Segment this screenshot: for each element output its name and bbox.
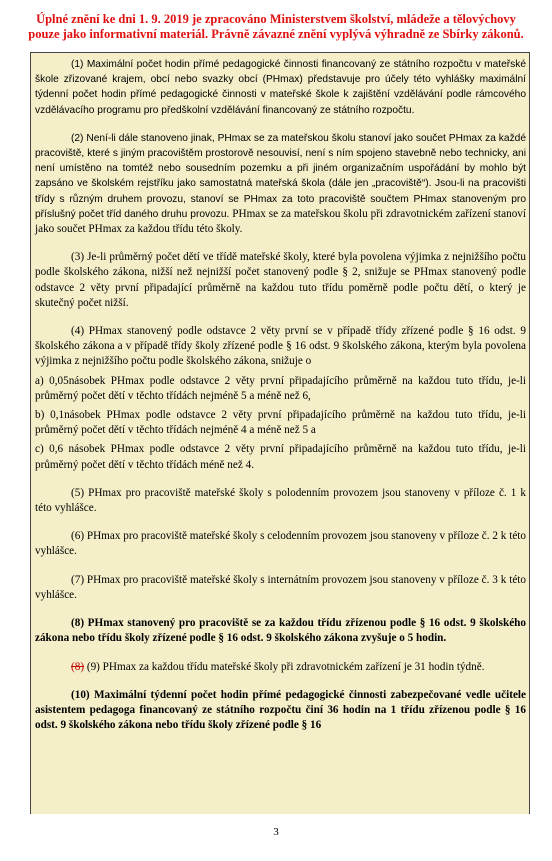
paragraph-4-item-a: a) 0,05násobek PHmax podle odstavce 2 věty první připadajícího průměrně na každou tuto třídu, je-li průměrný počet dětí v těchto třídách nejméně 5 a méně než 6, (35, 374, 526, 402)
paragraph-10: (10) Maximální týdenní počet hodin přímé pedagogické činnosti zabezpečované vedle učitele asistentem pedagoga financovaný ze státního rozpočtu činí 36 hodin na 1 třídu zřízenou podle § 16 odst. 9 školského zákona nebo třídu školy zřízené podle § 16 (35, 688, 526, 732)
legal-notice: Úplné znění ke dni 1. 9. 2019 je zpracováno Ministerstvem školství, mládeže a tělovýchovy pouze jako informativní materiál. Právně závazné znění vyplývá výhradně ze Sbírky zákonů. (28, 12, 524, 41)
paragraph-8: (8) PHmax stanovený pro pracoviště se za každou třídu zřízenou podle § 16 odst. 9 školského zákona nebo třídu školy zřízené podle § 16 odst. 9 školského zákona zvyšuje o 5 hodin. (35, 617, 526, 645)
paragraph-3: (3) Je-li průměrný počet dětí ve třídě mateřské školy, které byla povolena výjimka z nejnižšího počtu podle školského zákona, nižší než nejnižší počet stanovený podle § 2, snižuje se PHmax stanovený podle odstavce 2 věty první připadající průměrně na každou tuto třídu poměrně podle počtu dětí, o který je skutečný počet nižší. (35, 251, 526, 309)
paragraph-4: (4) PHmax stanovený podle odstavce 2 věty první se v případě třídy zřízené podle § 16 odst. 9 školského zákona a v případě třídy školy zřízené podle § 16 odst. 9 školského zákona, kterým byla povolena výjimka z nejnižšího počtu podle školského zákona, snižuje o (35, 325, 526, 368)
paragraph-2 (35, 131, 526, 237)
struck-number: (8) (71, 660, 85, 673)
document-body (30, 52, 530, 814)
paragraph-5: (5) PHmax pro pracoviště mateřské školy s polodenním provozem jsou stanoveny v příloze č. 1 k této vyhlášce. (35, 486, 526, 515)
paragraph-6: (6) PHmax pro pracoviště mateřské školy s celodenním provozem jsou stanoveny v příloze č. 2 k této vyhlášce. (35, 530, 526, 558)
paragraph-9 (35, 660, 526, 675)
paragraph-1: (1) Maximální počet hodin přímé pedagogické činnosti financovaný ze státního rozpočtu v mateřské škole zřizované krajem, obcí nebo svazky obcí (PHmax) představuje pro účely této vyhlášky maximální týdenní počet hodin přímé pedagogické činnosti v mateřské škole k zajištění vzdělávání podle rámcového vzdělávacího programu pro předškolní vzdělávání financovaný ze státního rozpočtu. (35, 59, 526, 116)
paragraph-2-tail: PHmax se za mateřskou školu při zdravotnickém zařízení stanoví jako součet PHmax za každou třídu této školy. (35, 207, 527, 236)
paragraph-2-text: (2) Není-li dále stanoveno jinak, PHmax se za mateřskou školu stanoví jako součet PHmax za každé pracoviště, které s jiným pracovištěm prostorově nesouvisí, není s ním spojeno stavebně nebo technicky, ani není umístěno na tomtéž nebo sousedním pozemku a při jiném organizačním uspořádání by mohlo být zapsáno ve školském rejstříku jako samostatná mateřská škola (dále jen „pracoviště“). Jsou-li na pracovišti třídy s různým druhem provozu, stanoví se PHmax za toto pracoviště součtem PHmax stanoveným pro příslušný počet tříd daného druhu provozu. (35, 132, 526, 220)
page-number: 3 (273, 826, 279, 838)
paragraph-9-text: (9) PHmax za každou třídu mateřské školy při zdravotnickém zařízení je 31 hodin týdně. (84, 660, 485, 673)
paragraph-4-item-c: c) 0,6 násobek PHmax podle odstavce 2 věty první připadajícího průměrně na každou tuto třídu, je-li průměrný počet dětí v těchto třídách méně než 4. (35, 443, 526, 471)
paragraph-7: (7) PHmax pro pracoviště mateřské školy s internátním provozem jsou stanoveny v příloze č. 3 k této vyhlášce. (35, 573, 526, 601)
paragraph-4-item-b: b) 0,1násobek PHmax podle odstavce 2 věty první připadajícího průměrně na každou tuto třídu, je-li průměrný počet dětí v těchto třídách nejméně 4 a méně než 5 a (35, 409, 526, 437)
